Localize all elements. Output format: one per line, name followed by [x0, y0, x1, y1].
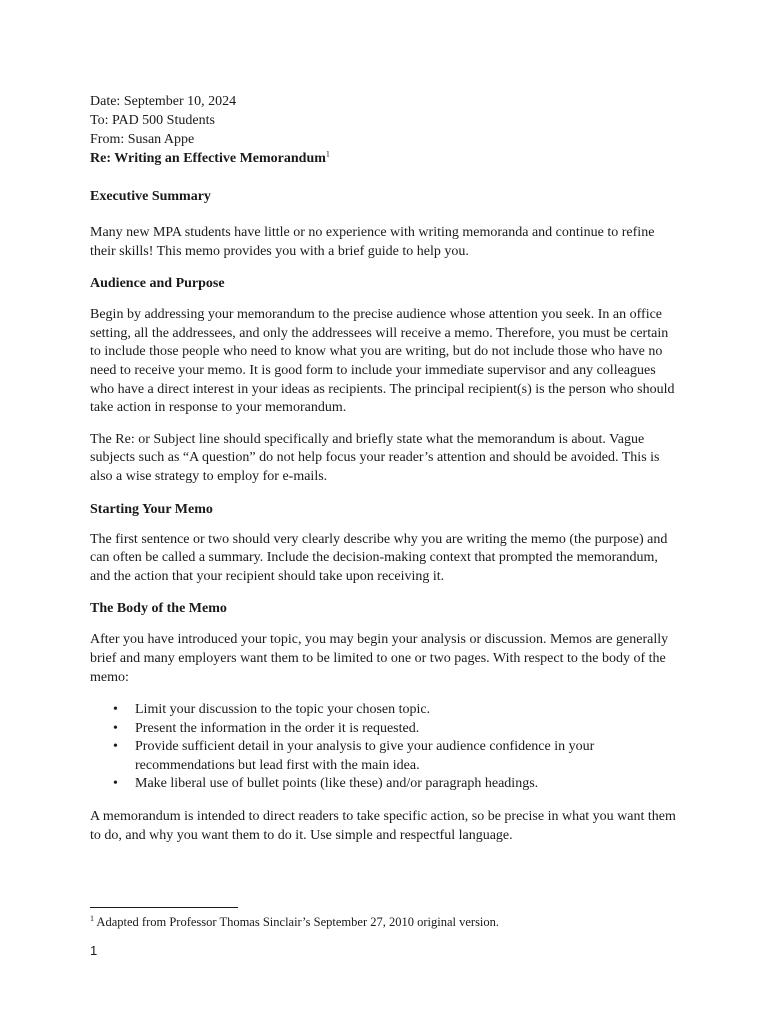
audience-purpose-paragraph-2: The Re: or Subject line should specifically and briefly state what the memorandum is about. Vague subjects such as “A question” do not help focus your reader’s attention and should be avoided. This is also a wise strategy to employ for e-mails.	[90, 431, 660, 484]
bullet-icon: •	[113, 776, 118, 792]
starting-memo-paragraph: The first sentence or two should very clearly describe why you are writing the memo (the purpose) and can often be called a summary. Include the decision-making context that prompted the memorandum, and the action that your recipient should take upon receiving it.	[90, 531, 668, 584]
section-heading-body-memo: The Body of the Memo	[90, 601, 227, 617]
bullet-icon: •	[113, 702, 118, 718]
bullet-icon: •	[113, 720, 118, 736]
body-memo-bullet-list	[90, 701, 680, 794]
list-item	[90, 720, 680, 739]
footnote-reference-mark: 1	[325, 149, 330, 159]
body-memo-closing-paragraph: A memorandum is intended to direct readers to take specific action, so be precise in what you want them to do, and why you want them to do it. Use simple and respectful language.	[90, 809, 676, 843]
audience-purpose-paragraph-1: Begin by addressing your memorandum to the precise audience whose attention you seek. In an office setting, all the addressees, and only the addressees will receive a memo. Therefore, you must be certain to include those people who need to know what you are writing, but do not include those who have no need to receive your memo. It is good form to include your immediate supervisor and any colleagues who have a direct interest in your ideas as recipients. The principal recipient(s) is the person who should take action in response to your memorandum.	[90, 307, 675, 416]
bullet-icon: •	[113, 739, 118, 755]
bullet-text: Provide sufficient detail in your analysis to give your audience confidence in your recommendations but lead first with the main idea.	[135, 739, 595, 773]
memo-date: Date: September 10, 2024	[90, 94, 237, 109]
body-memo-paragraph: After you have introduced your topic, you may begin your analysis or discussion. Memos are generally brief and many employers want them to be limited to one or two pages. With respect to the body of the memo:	[90, 632, 669, 685]
memo-subject-text: Re: Writing an Effective Memorandum	[90, 151, 326, 166]
list-item	[90, 775, 680, 794]
bullet-text: Make liberal use of bullet points (like these) and/or paragraph headings.	[135, 776, 539, 792]
section-heading-starting-memo: Starting Your Memo	[90, 501, 213, 517]
list-item	[90, 738, 680, 775]
section-heading-audience-purpose: Audience and Purpose	[90, 276, 225, 292]
bullet-text: Limit your discussion to the topic your chosen topic.	[135, 702, 431, 718]
page-number: 1	[90, 943, 98, 958]
list-item	[90, 701, 680, 720]
memo-page	[90, 90, 680, 845]
footnote-mark: 1	[90, 913, 94, 923]
footnote-text: Adapted from Professor Thomas Sinclair’s September 27, 2010 original version.	[94, 915, 500, 929]
bullet-text: Present the information in the order it is requested.	[135, 720, 420, 736]
memo-to: To: PAD 500 Students	[90, 113, 215, 128]
footnote-separator	[90, 907, 238, 908]
memo-from: From: Susan Appe	[90, 132, 195, 147]
executive-summary-paragraph: Many new MPA students have little or no experience with writing memoranda and continue to refine their skills! This memo provides you with a brief guide to help you.	[90, 225, 655, 259]
footnote	[90, 913, 680, 931]
memo-subject	[90, 149, 680, 168]
section-heading-executive-summary: Executive Summary	[90, 189, 211, 204]
